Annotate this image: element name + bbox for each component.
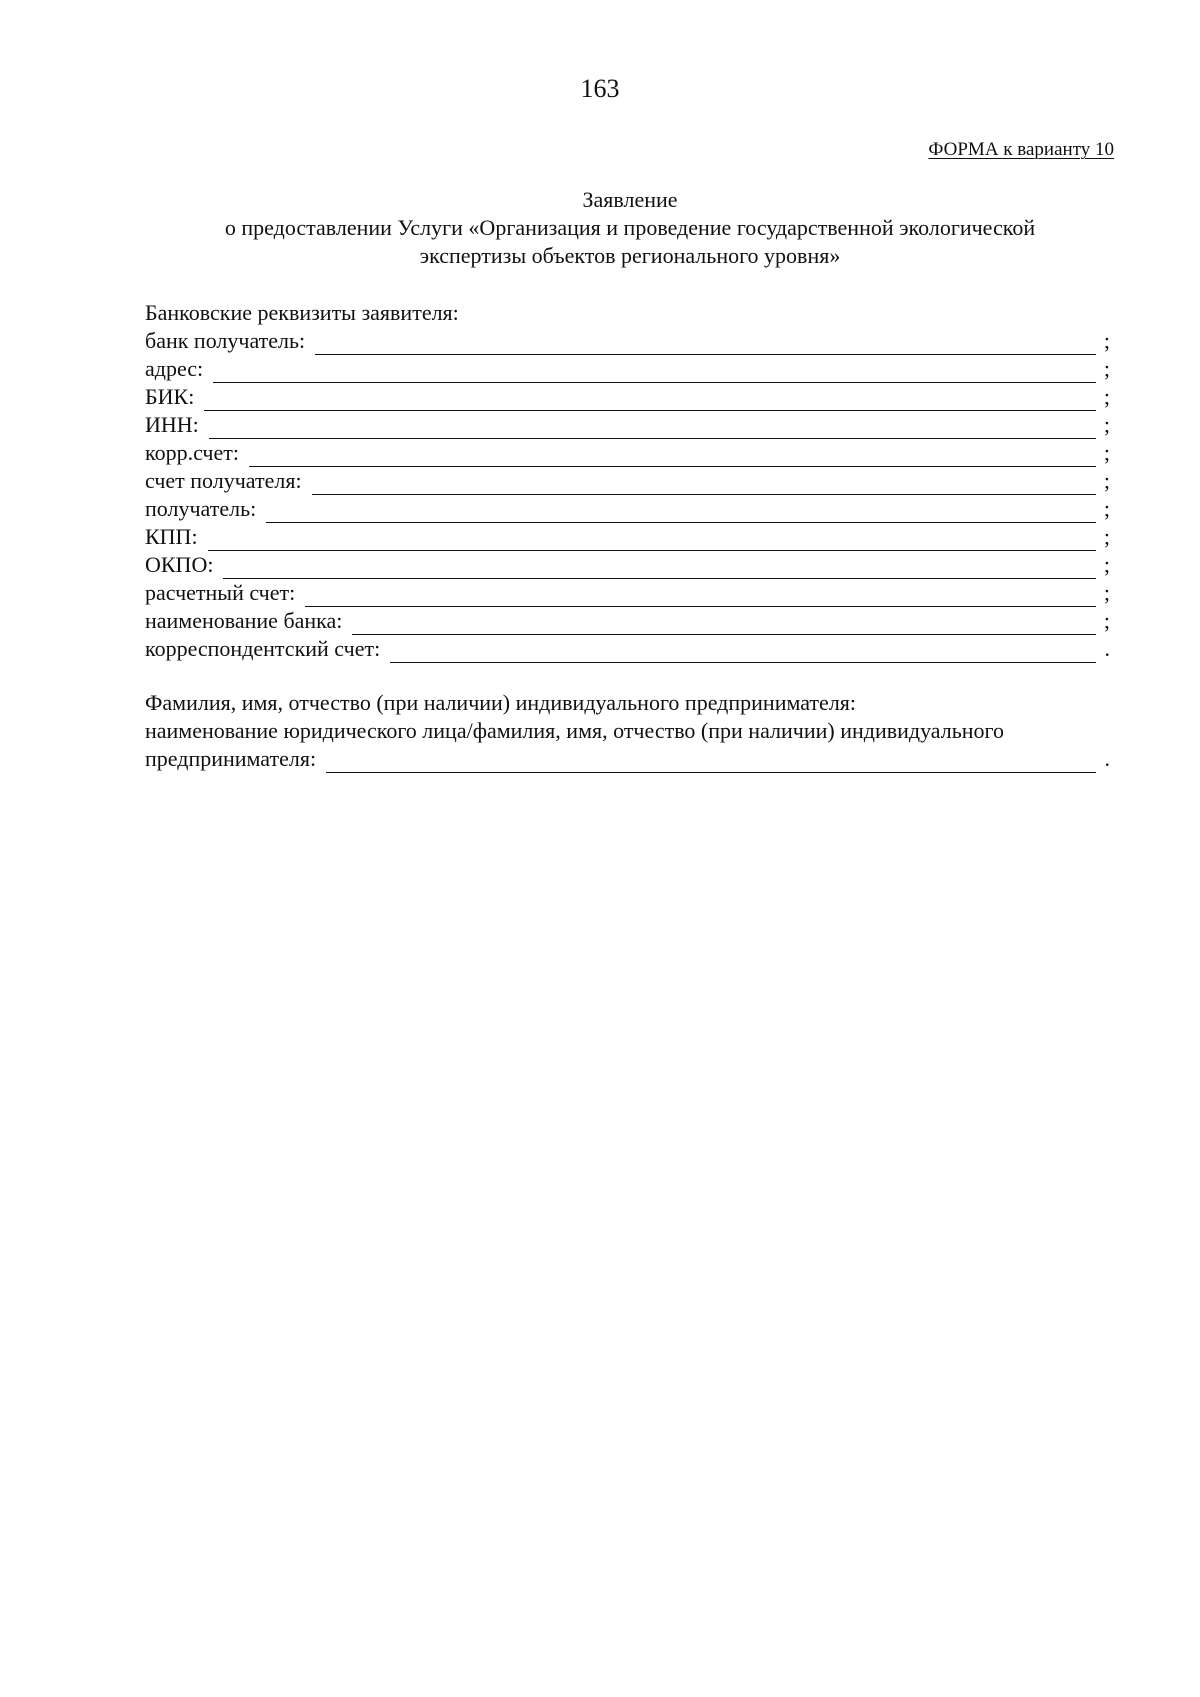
title-line-3: экспертизы объектов регионального уровня» bbox=[419, 243, 841, 268]
blank-input-line[interactable] bbox=[326, 752, 1096, 773]
blank-input-line[interactable] bbox=[209, 418, 1096, 439]
field-row-entrepreneur bbox=[145, 745, 1110, 773]
field-row-bank-name bbox=[145, 607, 1110, 635]
blank-input-line[interactable] bbox=[315, 334, 1096, 355]
blank-input-line[interactable] bbox=[204, 390, 1096, 411]
bank-details-section bbox=[145, 299, 1110, 663]
field-label: расчетный счет: bbox=[145, 580, 296, 605]
field-row-settlement-account bbox=[145, 579, 1110, 607]
field-label: адрес: bbox=[145, 356, 204, 381]
field-row-okpo bbox=[145, 551, 1110, 579]
field-row-recipient-account bbox=[145, 467, 1110, 495]
blank-input-line[interactable] bbox=[213, 362, 1096, 383]
fio-line-1: Фамилия, имя, отчество (при наличии) индивидуального предпринимателя: bbox=[145, 690, 857, 715]
field-terminator: . bbox=[1104, 636, 1110, 661]
applicant-name-section bbox=[145, 689, 1110, 773]
field-terminator: . bbox=[1104, 746, 1110, 771]
field-label: банк получатель: bbox=[145, 328, 306, 353]
bank-details-heading: Банковские реквизиты заявителя: bbox=[145, 300, 459, 325]
field-terminator: ; bbox=[1103, 328, 1110, 353]
field-label: предпринимателя: bbox=[145, 746, 317, 771]
field-label: БИК: bbox=[145, 384, 195, 409]
field-terminator: ; bbox=[1103, 496, 1110, 521]
field-terminator: ; bbox=[1103, 608, 1110, 633]
field-row-corr-account bbox=[145, 439, 1110, 467]
field-label: корреспондентский счет: bbox=[145, 636, 381, 661]
field-terminator: ; bbox=[1103, 552, 1110, 577]
blank-input-line[interactable] bbox=[312, 474, 1096, 495]
field-label: КПП: bbox=[145, 524, 198, 549]
field-row-bik bbox=[145, 383, 1110, 411]
field-row-bank-recipient bbox=[145, 327, 1110, 355]
field-label: наименование банка: bbox=[145, 608, 343, 633]
field-label: получатель: bbox=[145, 496, 257, 521]
title-line-2: о предоставлении Услуги «Организация и проведение государственной экологической bbox=[224, 215, 1036, 240]
field-row-address bbox=[145, 355, 1110, 383]
field-row-recipient bbox=[145, 495, 1110, 523]
title-line-1: Заявление bbox=[582, 187, 678, 212]
field-terminator: ; bbox=[1103, 384, 1110, 409]
field-label: счет получателя: bbox=[145, 468, 302, 493]
form-variant-label: ФОРМА к варианту 10 bbox=[928, 139, 1114, 160]
blank-input-line[interactable] bbox=[208, 530, 1096, 551]
fio-line-2: наименование юридического лица/фамилия, имя, отчество (при наличии) индивидуального bbox=[145, 718, 1005, 743]
field-label: ОКПО: bbox=[145, 552, 214, 577]
field-label: корр.счет: bbox=[145, 440, 239, 465]
field-terminator: ; bbox=[1103, 356, 1110, 381]
blank-input-line[interactable] bbox=[390, 642, 1096, 663]
blank-input-line[interactable] bbox=[223, 558, 1096, 579]
page-number: 163 bbox=[580, 74, 620, 103]
document-title bbox=[130, 186, 1130, 270]
field-terminator: ; bbox=[1103, 580, 1110, 605]
field-terminator: ; bbox=[1103, 440, 1110, 465]
blank-input-line[interactable] bbox=[249, 446, 1096, 467]
blank-input-line[interactable] bbox=[305, 586, 1096, 607]
field-terminator: ; bbox=[1103, 412, 1110, 437]
field-row-kpp bbox=[145, 523, 1110, 551]
blank-input-line[interactable] bbox=[266, 502, 1096, 523]
field-row-correspondent-account bbox=[145, 635, 1110, 663]
field-terminator: ; bbox=[1103, 524, 1110, 549]
field-label: ИНН: bbox=[145, 412, 199, 437]
blank-input-line[interactable] bbox=[352, 614, 1096, 635]
field-terminator: ; bbox=[1103, 468, 1110, 493]
field-row-inn bbox=[145, 411, 1110, 439]
